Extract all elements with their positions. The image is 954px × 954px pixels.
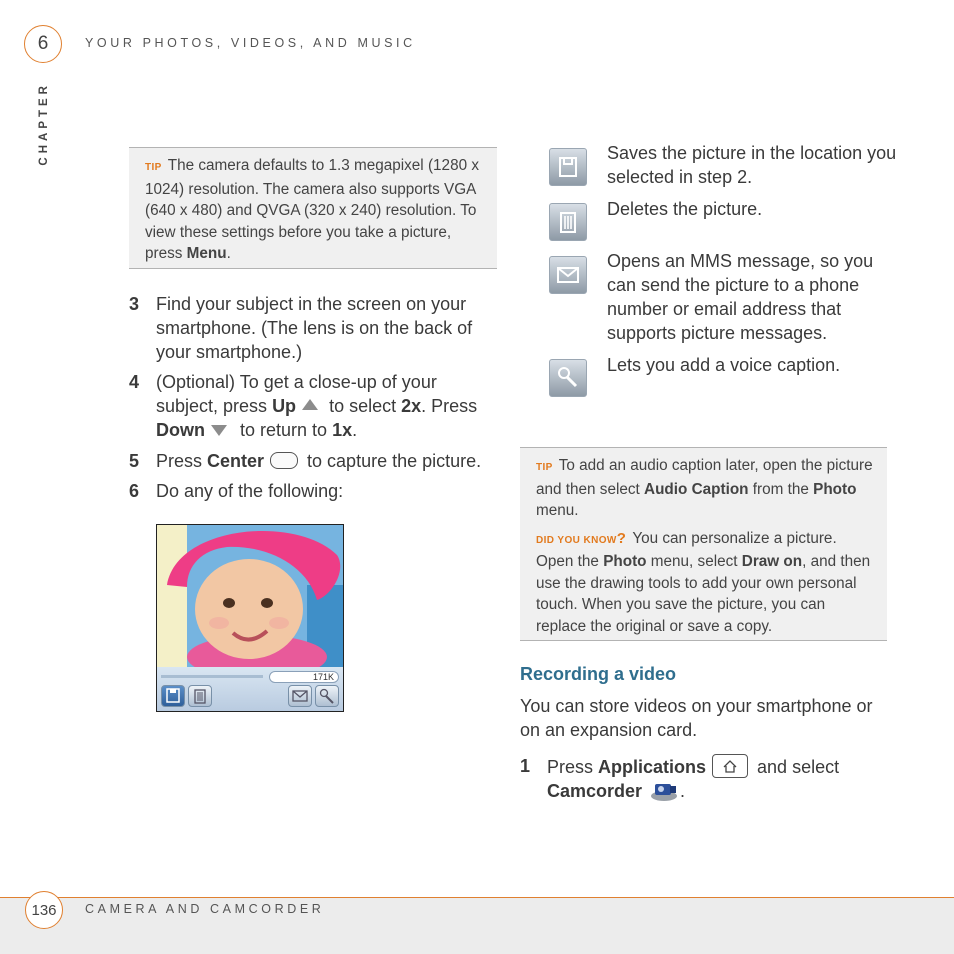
step-text: Press Applications and select Camcorder . bbox=[547, 754, 839, 808]
chapter-number-badge bbox=[24, 25, 62, 63]
step-text: Find your subject in the screen on your smartphone. (The lens is on the back of your smartphone.) bbox=[156, 294, 473, 362]
chapter-number: 6 bbox=[37, 33, 49, 54]
phone-envelope-icon bbox=[288, 685, 312, 707]
step-text: (Optional) To get a close-up of your subject, press Up to select 2x. Press Down to return to 1x. bbox=[156, 372, 478, 440]
section-intro: You can store videos on your smartphone or on an expansion card. bbox=[520, 696, 873, 740]
baby-photo-image bbox=[157, 525, 343, 667]
trash-icon bbox=[549, 203, 587, 241]
phone-save-icon bbox=[161, 685, 185, 707]
down-arrow-icon bbox=[211, 425, 227, 436]
footer-chapter-title: CAMERA AND CAMCORDER bbox=[85, 902, 325, 916]
save-icon bbox=[549, 148, 587, 186]
section-heading-recording-video: Recording a video bbox=[520, 664, 677, 684]
photo-toolbar bbox=[157, 667, 343, 711]
step-text: Press Center to capture the picture. bbox=[156, 451, 482, 471]
center-button-icon bbox=[270, 452, 298, 469]
envelope-icon bbox=[549, 256, 587, 294]
tip-resolution-text: TIP The camera defaults to 1.3 megapixel (1280 x 1024) resolution. The camera also supports VGA (640 x 480) and QVGA (320 x 240) resolution. To view these settings before you take a picture, press Menu. bbox=[145, 157, 479, 262]
step-number: 1 bbox=[520, 756, 531, 776]
step-text: Do any of the following: bbox=[156, 481, 344, 501]
step-number: 6 bbox=[129, 481, 140, 501]
file-size-field: 171K bbox=[269, 671, 339, 683]
chapter-side-label: CHAPTER bbox=[38, 82, 50, 166]
did-you-know-text: DID YOU KNOW? You can personalize a picture. Open the Photo menu, select Draw on, and then use the drawing tools to add your own personal touch. When you save the picture, you can replace the original or save a copy. bbox=[536, 529, 871, 635]
tip-tag: TIP bbox=[145, 162, 162, 173]
phone-trash-icon bbox=[188, 685, 212, 707]
applications-key-icon bbox=[712, 754, 748, 778]
mms-description: Opens an MMS message, so you can send the picture to a phone number or email address that supports picture messages. bbox=[607, 251, 874, 343]
capture-progress-track bbox=[161, 675, 263, 678]
phone-voice-caption-icon bbox=[315, 685, 339, 707]
did-you-know-tag: DID YOU KNOW? bbox=[536, 529, 627, 547]
tip-box-resolution bbox=[129, 147, 497, 269]
tip-box-audio-caption bbox=[520, 447, 887, 641]
running-head: YOUR PHOTOS, VIDEOS, AND MUSIC bbox=[85, 36, 416, 50]
voice-caption-description: Lets you add a voice caption. bbox=[607, 355, 841, 375]
menu-key-label: Menu bbox=[186, 245, 227, 262]
up-arrow-icon bbox=[302, 399, 318, 410]
save-description: Saves the picture in the location you selected in step 2. bbox=[607, 143, 897, 187]
phone-screen-capture bbox=[156, 524, 344, 712]
camcorder-icon bbox=[650, 780, 678, 808]
tip-tag: TIP bbox=[536, 462, 553, 473]
tip-audio-caption-text: TIP To add an audio caption later, open the picture and then select Audio Caption from the Photo menu. bbox=[536, 457, 873, 519]
page-number: 136 bbox=[31, 901, 57, 919]
voice-caption-icon bbox=[549, 359, 587, 397]
delete-description: Deletes the picture. bbox=[607, 199, 763, 219]
step-number: 3 bbox=[129, 294, 140, 314]
page-number-badge bbox=[25, 891, 63, 929]
step-number: 4 bbox=[129, 372, 140, 392]
step-number: 5 bbox=[129, 451, 140, 471]
